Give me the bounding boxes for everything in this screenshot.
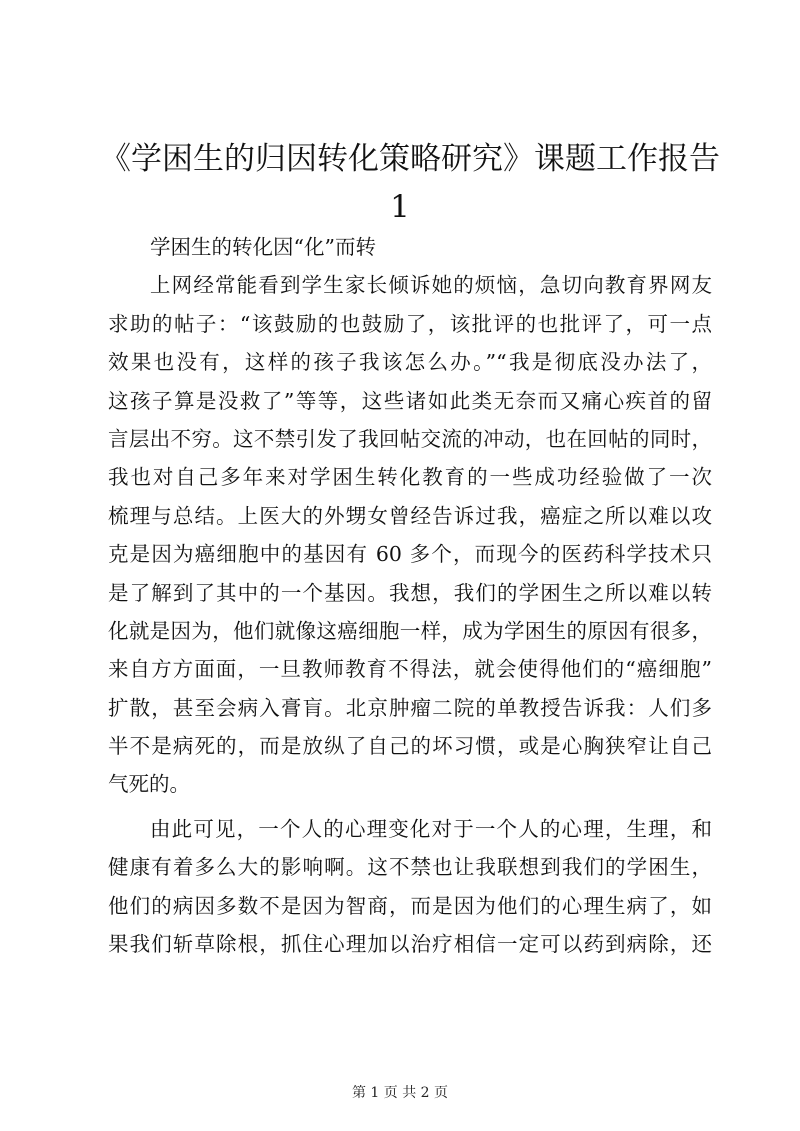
text-line: 扩散，甚至会病入膏肓。北京肿瘤二院的单教授告诉我：人们多 bbox=[108, 695, 712, 720]
text-line: 求助的帖子：“该鼓励的也鼓励了，该批评的也批评了，可一点 bbox=[108, 311, 712, 336]
paragraph-2 bbox=[108, 810, 712, 964]
subtitle-text: 学困生的转化因“化”而转 bbox=[150, 235, 376, 259]
text-line: 言层出不穷。这不禁引发了我回帖交流的冲动，也在回帖的同时， bbox=[108, 426, 712, 451]
title-line: 1 bbox=[390, 189, 410, 225]
text-line: 效果也没有，这样的孩子我该怎么办。”“我是彻底没办法了， bbox=[108, 350, 712, 375]
paragraph-1 bbox=[108, 266, 712, 803]
text-line: 来自方方面面，一旦教师教育不得法，就会使得他们的“癌细胞” bbox=[108, 657, 712, 682]
text-line: 化就是因为，他们就像这癌细胞一样，成为学困生的原因有很多， bbox=[108, 618, 712, 643]
title-line: 《学困生的归因转化策略研究》课题工作报告 bbox=[100, 141, 720, 177]
text-line: 他们的病因多数不是因为智商，而是因为他们的心理生病了，如 bbox=[108, 893, 712, 918]
text-line: 梳理与总结。上医大的外甥女曾经告诉过我，癌症之所以难以攻 bbox=[108, 503, 712, 528]
text-line: 半不是病死的，而是放纵了自己的坏习惯，或是心胸狭窄让自己 bbox=[108, 734, 712, 759]
page-indicator: 第 1 页 共 2 页 bbox=[351, 1085, 449, 1101]
document-body bbox=[108, 228, 712, 963]
page-footer bbox=[0, 1083, 800, 1103]
text-line: 是了解到了其中的一个基因。我想，我们的学困生之所以难以转 bbox=[108, 580, 712, 605]
text-line: 健康有着多么大的影响啊。这不禁也让我联想到我们的学困生， bbox=[108, 855, 712, 880]
text-line: 果我们斩草除根，抓住心理加以治疗相信一定可以药到病除，还 bbox=[108, 932, 712, 957]
text-line: 由此可见，一个人的心理变化对于一个人的心理，生理，和 bbox=[150, 816, 712, 841]
text-line: 气死的。 bbox=[108, 772, 190, 797]
text-line: 上网经常能看到学生家长倾诉她的烦恼，急切向教育界网友 bbox=[150, 273, 712, 298]
text-line: 这孩子算是没救了”等等，这些诸如此类无奈而又痛心疾首的留 bbox=[108, 388, 712, 413]
text-line: 克是因为癌细胞中的基因有 60 多个，而现今的医药科学技术只 bbox=[108, 542, 712, 567]
document-title bbox=[100, 135, 720, 231]
text-line: 我也对自己多年来对学困生转化教育的一些成功经验做了一次 bbox=[108, 465, 712, 490]
section-subtitle bbox=[108, 228, 712, 266]
